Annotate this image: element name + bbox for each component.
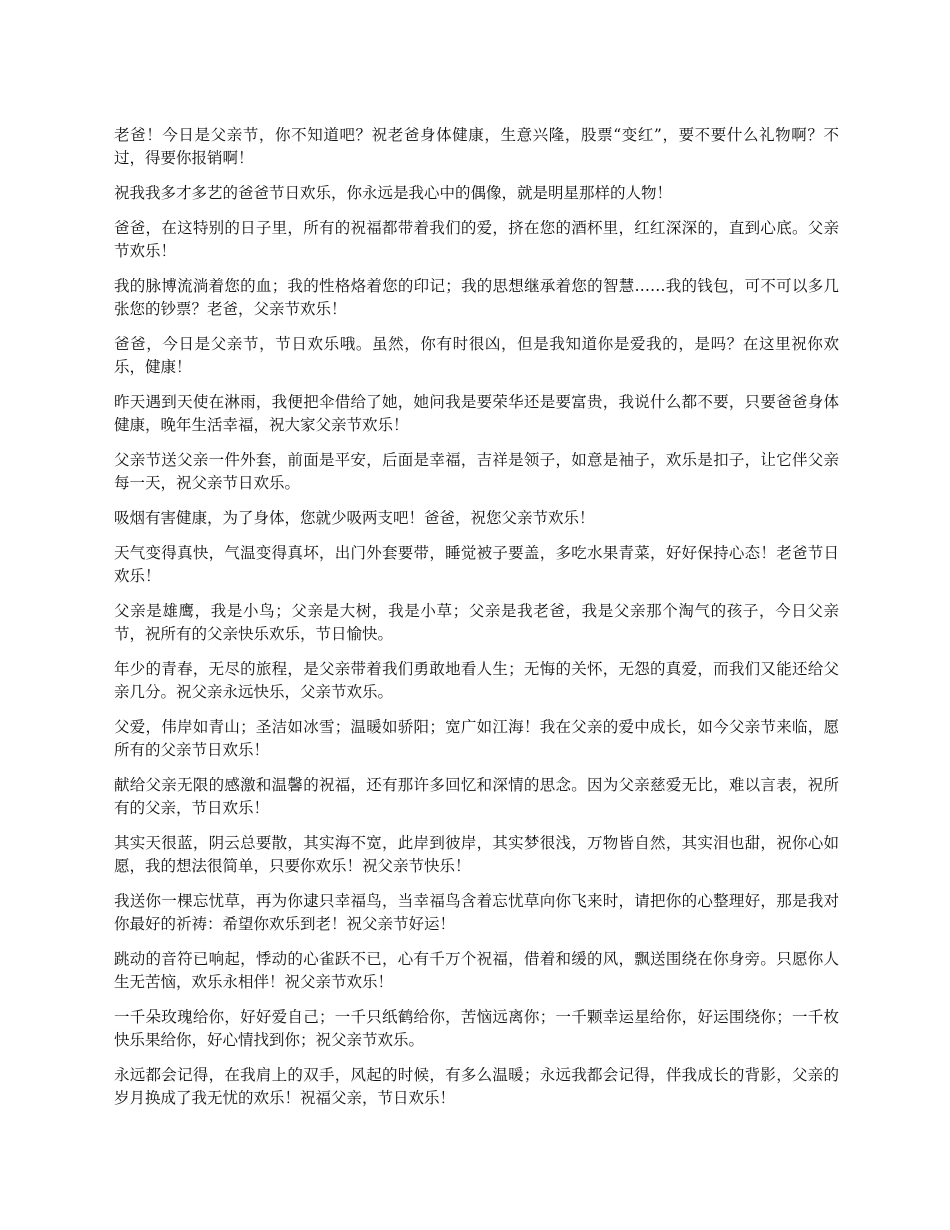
paragraph: 永远都会记得，在我肩上的双手，风起的时候，有多么温暖；永远我都会记得，伴我成长的背影，父亲的岁月换成了我无忧的欢乐！祝福父亲，节日欢乐！ bbox=[114, 1066, 839, 1107]
paragraph: 年少的青春，无尽的旅程，是父亲带着我们勇敢地看人生；无悔的关怀，无怨的真爱，而我们又能还给父亲几分。祝父亲永远快乐，父亲节欢乐。 bbox=[114, 660, 839, 701]
paragraph: 我送你一棵忘忧草，再为你逮只幸福鸟，当幸福鸟含着忘忧草向你飞来时，请把你的心整理好，那是我对你最好的祈祷：希望你欢乐到老！祝父亲节好运！ bbox=[114, 892, 839, 933]
paragraph: 父亲节送父亲一件外套，前面是平安，后面是幸福，吉祥是领子，如意是袖子，欢乐是扣子，让它伴父亲每一天，祝父亲节日欢乐。 bbox=[114, 451, 839, 492]
paragraph: 昨天遇到天使在淋雨，我便把伞借给了她，她问我是要荣华还是要富贵，我说什么都不要，只要爸爸身体健康，晚年生活幸福，祝大家父亲节欢乐！ bbox=[114, 393, 839, 434]
paragraph: 爸爸，今日是父亲节，节日欢乐哦。虽然，你有时很凶，但是我知道你是爱我的，是吗？在这里祝你欢乐，健康！ bbox=[114, 335, 839, 376]
paragraph: 父爱，伟岸如青山；圣洁如冰雪；温暖如骄阳；宽广如江海！我在父亲的爱中成长，如今父亲节来临，愿所有的父亲节日欢乐！ bbox=[114, 718, 839, 759]
paragraph: 其实天很蓝，阴云总要散，其实海不宽，此岸到彼岸，其实梦很浅，万物皆自然，其实泪也甜，祝你心如愿，我的想法很简单，只要你欢乐！祝父亲节快乐！ bbox=[114, 834, 839, 875]
paragraph: 爸爸，在这特别的日子里，所有的祝福都带着我们的爱，挤在您的酒杯里，红红深深的，直到心底。父亲节欢乐！ bbox=[114, 219, 839, 260]
paragraph: 一千朵玫瑰给你，好好爱自己；一千只纸鹤给你，苦恼远离你；一千颗幸运星给你，好运围绕你；一千枚快乐果给你，好心情找到你；祝父亲节欢乐。 bbox=[114, 1008, 839, 1049]
paragraph: 我的脉博流淌着您的血；我的性格烙着您的印记；我的思想继承着您的智慧……我的钱包，可不可以多几张您的钞票？老爸，父亲节欢乐！ bbox=[114, 277, 839, 318]
paragraph: 献给父亲无限的感激和温馨的祝福，还有那许多回忆和深情的思念。因为父亲慈爱无比，难以言表，祝所有的父亲，节日欢乐！ bbox=[114, 776, 839, 817]
paragraph: 天气变得真快，气温变得真坏，出门外套要带，睡觉被子要盖，多吃水果青菜，好好保持心态！老爸节日欢乐！ bbox=[114, 544, 839, 585]
document-body bbox=[114, 124, 839, 1122]
paragraph: 父亲是雄鹰，我是小鸟；父亲是大树，我是小草；父亲是我老爸，我是父亲那个淘气的孩子，今日父亲节，祝所有的父亲快乐欢乐，节日愉快。 bbox=[114, 602, 839, 643]
paragraph: 吸烟有害健康，为了身体，您就少吸两支吧！爸爸，祝您父亲节欢乐！ bbox=[114, 509, 595, 527]
paragraph: 老爸！今日是父亲节，你不知道吧？祝老爸身体健康，生意兴隆，股票“变红”，要不要什么礼物啊？不过，得要你报销啊！ bbox=[114, 126, 839, 167]
paragraph: 祝我我多才多艺的爸爸节日欢乐，你永远是我心中的偶像，就是明星那样的人物！ bbox=[114, 184, 673, 202]
paragraph: 跳动的音符已响起，悸动的心雀跃不已，心有千万个祝福，借着和缓的风，飘送围绕在你身旁。只愿你人生无苦恼，欢乐永相伴！祝父亲节欢乐！ bbox=[114, 950, 839, 991]
